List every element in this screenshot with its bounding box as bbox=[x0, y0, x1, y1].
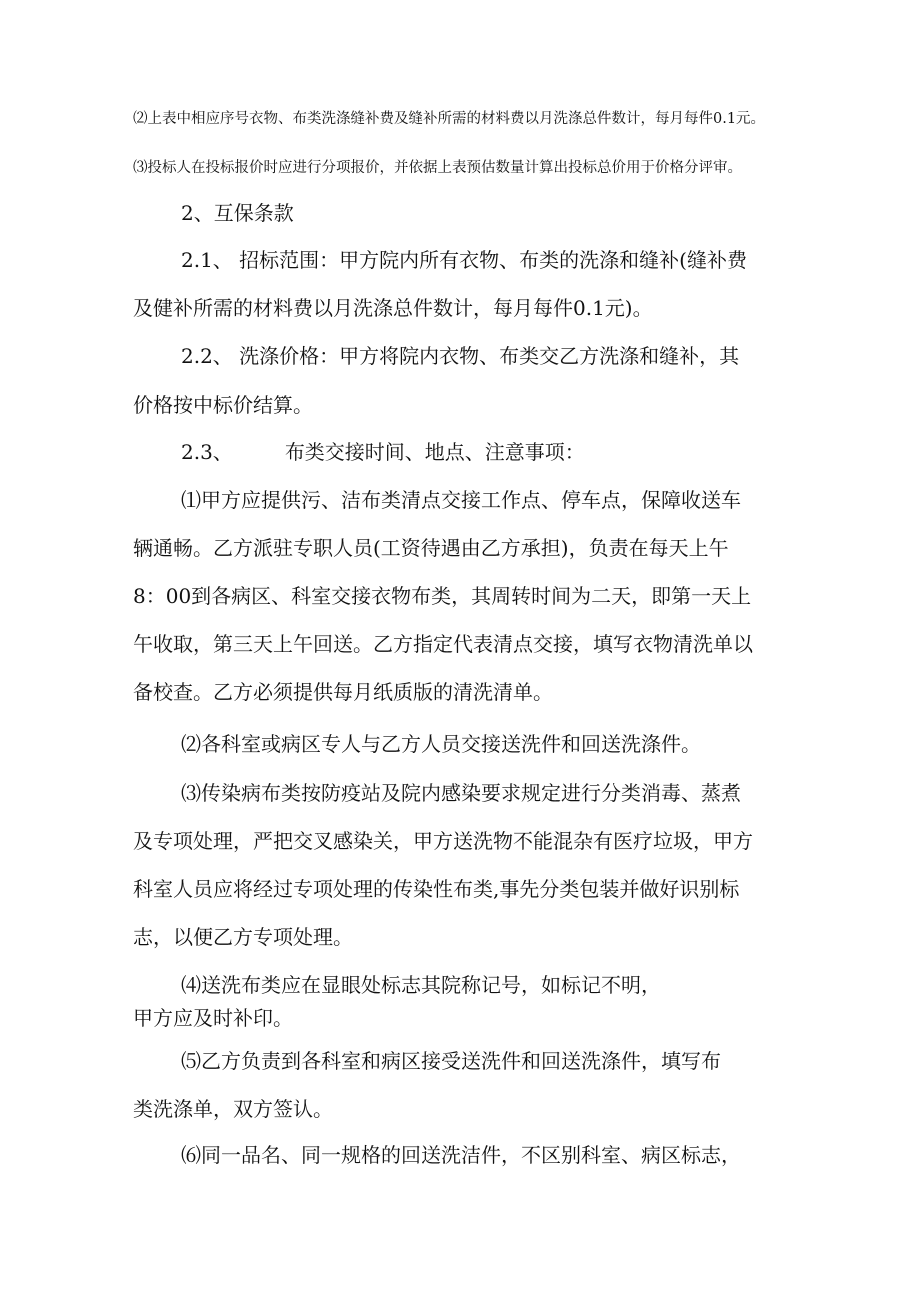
item-3-line-3: 科室人员应将经过专项处理的传染性布类,事先分类包装并做好识别标 bbox=[133, 877, 740, 901]
item-3-line-2: 及专项处理，严把交叉感染关，甲方送洗物不能混杂有医疗垃圾，甲方 bbox=[133, 829, 753, 853]
item-4-line-2: 甲方应及时补印。 bbox=[133, 1006, 293, 1030]
clause-2-2-line-1: 2.2、 洗涤价格：甲方将院内衣物、布类交乙方洗涤和缝补，其 bbox=[181, 344, 740, 368]
note-3: ⑶投标人在投标报价时应进行分项报价，并依据上表预估数量计算出投标总价用于价格分评审。 bbox=[133, 160, 742, 176]
clause-2-1-line-2: 及健补所需的材料费以月洗涤总件数计，每月每件0.1元)。 bbox=[133, 296, 653, 320]
clause-2-3-number: 2.3、 bbox=[181, 440, 233, 464]
item-5-line-2: 类洗涤单，双方签认。 bbox=[133, 1097, 333, 1121]
item-1-line-2: 辆通畅。乙方派驻专职人员(工资待遇由乙方承担)，负责在每天上午 bbox=[133, 536, 729, 560]
clause-2-1-line-1: 2.1、 招标范围：甲方院内所有衣物、布类的洗涤和缝补(缝补费 bbox=[181, 248, 747, 272]
clause-2-2-line-2: 价格按中标价结算。 bbox=[133, 393, 313, 417]
item-3-line-1: ⑶传染病布类按防疫站及院内感染要求规定进行分类消毒、蒸煮 bbox=[181, 781, 741, 805]
item-5-line-1: ⑸乙方负责到各科室和病区接受送洗件和回送洗涤件，填写布 bbox=[181, 1049, 721, 1073]
item-6-line-1: ⑹同一品名、同一规格的回送洗洁件，不区别科室、病区标志， bbox=[181, 1143, 741, 1167]
item-4-line-1: ⑷送洗布类应在显眼处标志其院称记号，如标记不明， bbox=[181, 973, 661, 997]
clause-2-3-heading bbox=[181, 437, 831, 467]
item-1-line-3: 8：00到各病区、科室交接衣物布类，其周转时间为二天，即第一天上 bbox=[133, 584, 752, 608]
note-2: ⑵上表中相应序号衣物、布类洗涤缝补费及缝补所需的材料费以月洗涤总件数计，每月每件0.1元。 bbox=[133, 111, 766, 127]
section-heading: 2、互保条款 bbox=[181, 201, 294, 225]
item-1-line-5: 备校查。乙方必须提供每月纸质版的清洗清单。 bbox=[133, 680, 553, 704]
item-3-line-4: 志，以便乙方专项处理。 bbox=[133, 925, 353, 949]
item-2: ⑵各科室或病区专人与乙方人员交接送洗件和回送洗涤件。 bbox=[181, 732, 701, 756]
item-1-line-1: ⑴甲方应提供污、洁布类清点交接工作点、停车点，保障收送车 bbox=[181, 488, 741, 512]
clause-2-3-title: 布类交接时间、地点、注意事项： bbox=[284, 440, 585, 464]
item-1-line-4: 午收取，第三天上午回送。乙方指定代表清点交接，填写衣物清洗单以 bbox=[133, 632, 753, 656]
